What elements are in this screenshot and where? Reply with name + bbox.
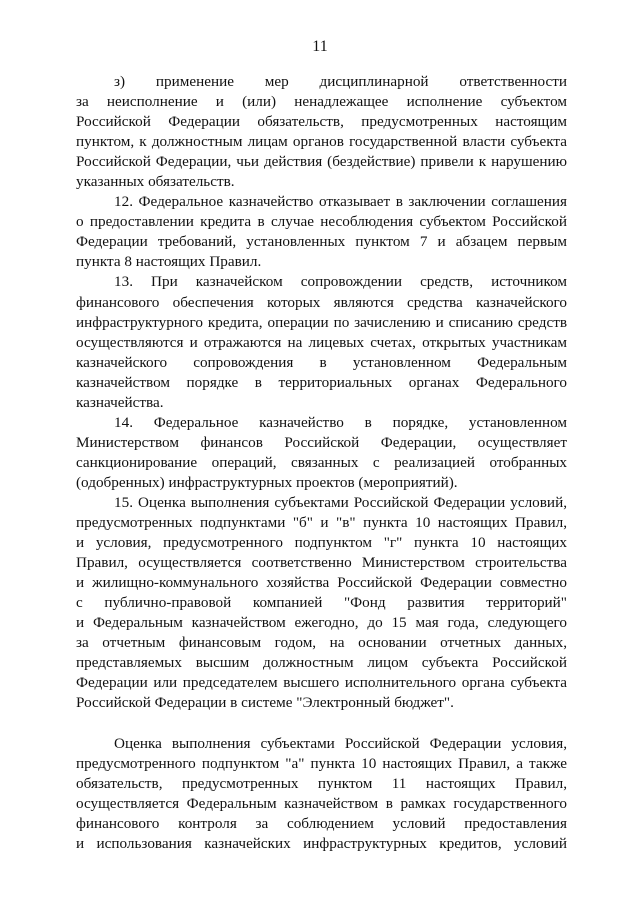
text-line: и условия, предусмотренного подпунктом "г" пункта 10 настоящих bbox=[76, 534, 567, 552]
text-line: Российской Федерации, чьи действия (бездействие) привели к нарушению bbox=[76, 153, 567, 171]
text-line: финансового контроля за соблюдением условий предоставления bbox=[76, 814, 567, 832]
text-line: 15. Оценка выполнения субъектами Российской Федерации условий, bbox=[114, 493, 567, 511]
text-line: за отчетным финансовым годом, на основании отчетных данных, bbox=[76, 634, 567, 652]
text-line: казначейского сопровождения в установленном Федеральным bbox=[76, 353, 567, 371]
text-line: казначейством порядке в территориальных органах Федерального bbox=[76, 373, 567, 391]
text-line: пункта 8 настоящих Правил. bbox=[76, 253, 262, 271]
text-line: 12. Федеральное казначейство отказывает в заключении соглашения bbox=[114, 193, 567, 211]
text-line: 13. При казначейском сопровождении средств, источником bbox=[114, 273, 567, 291]
paragraph-12 bbox=[76, 192, 567, 272]
text-line: предусмотренного подпунктом "а" пункта 10 настоящих Правил, а также bbox=[76, 754, 567, 772]
text-line: Федерации требований, установленных пунктом 7 и абзацем первым bbox=[76, 233, 567, 251]
text-line: и использования казначейских инфраструктурных кредитов, условий bbox=[76, 834, 567, 852]
paragraph-z-disciplinary-measures bbox=[76, 72, 567, 192]
text-line: з) применение мер дисциплинарной ответственности bbox=[114, 73, 567, 90]
text-line: предусмотренных подпунктами "б" и "в" пункта 10 настоящих Правил, bbox=[76, 514, 567, 532]
text-line: Министерством финансов Российской Федерации, осуществляет bbox=[76, 433, 567, 451]
paragraph-evaluation bbox=[76, 734, 567, 854]
text-line: за неисполнение и (или) ненадлежащее исполнение субъектом bbox=[76, 93, 567, 111]
text-line: Российской Федерации в системе "Электронный бюджет". bbox=[76, 694, 454, 712]
text-line: осуществляется Федеральным казначейством в рамках государственного bbox=[76, 794, 567, 812]
text-line: (одобренных) инфраструктурных проектов (мероприятий). bbox=[76, 473, 458, 491]
paragraph-13 bbox=[76, 272, 567, 412]
text-line: Оценка выполнения субъектами Российской Федерации условия, bbox=[114, 734, 567, 752]
text-line: Правил, осуществляется соответственно Министерством строительства bbox=[76, 554, 567, 572]
text-line: Российской Федерации обязательств, предусмотренных настоящим bbox=[76, 113, 567, 131]
page-number: 11 bbox=[312, 38, 328, 55]
text-line: 14. Федеральное казначейство в порядке, установленном bbox=[114, 413, 567, 431]
text-line: указанных обязательств. bbox=[76, 173, 235, 191]
text-line: обязательств, предусмотренных пунктом 11 настоящих Правил, bbox=[76, 774, 567, 792]
text-line: представляемых высшим должностным лицом субъекта Российской bbox=[76, 654, 567, 672]
text-line: о предоставлении кредита в случае несоблюдения субъектом Российской bbox=[76, 213, 567, 231]
text-line: финансового обеспечения которых являются средства казначейского bbox=[76, 293, 567, 311]
text-line: Федерации или председателем высшего исполнительного органа субъекта bbox=[76, 674, 567, 692]
text-line: с публично-правовой компанией "Фонд развития территорий" bbox=[76, 594, 567, 612]
paragraph-15 bbox=[76, 493, 567, 714]
text-line: казначейства. bbox=[76, 393, 164, 411]
text-line: санкционирование операций, связанных с реализацией отобранных bbox=[76, 453, 567, 471]
document-body bbox=[76, 72, 567, 854]
text-line: пунктом, к должностным лицам органов государственной власти субъекта bbox=[76, 133, 567, 151]
text-line: осуществляются и отражаются на лицевых счетах, открытых участникам bbox=[76, 333, 567, 351]
text-line: и Федеральным казначейством ежегодно, до 15 мая года, следующего bbox=[76, 614, 567, 632]
text-line: и жилищно-коммунального хозяйства Российской Федерации совместно bbox=[76, 574, 567, 592]
paragraph-14 bbox=[76, 413, 567, 493]
text-line: инфраструктурного кредита, операции по зачислению и списанию средств bbox=[76, 313, 567, 331]
